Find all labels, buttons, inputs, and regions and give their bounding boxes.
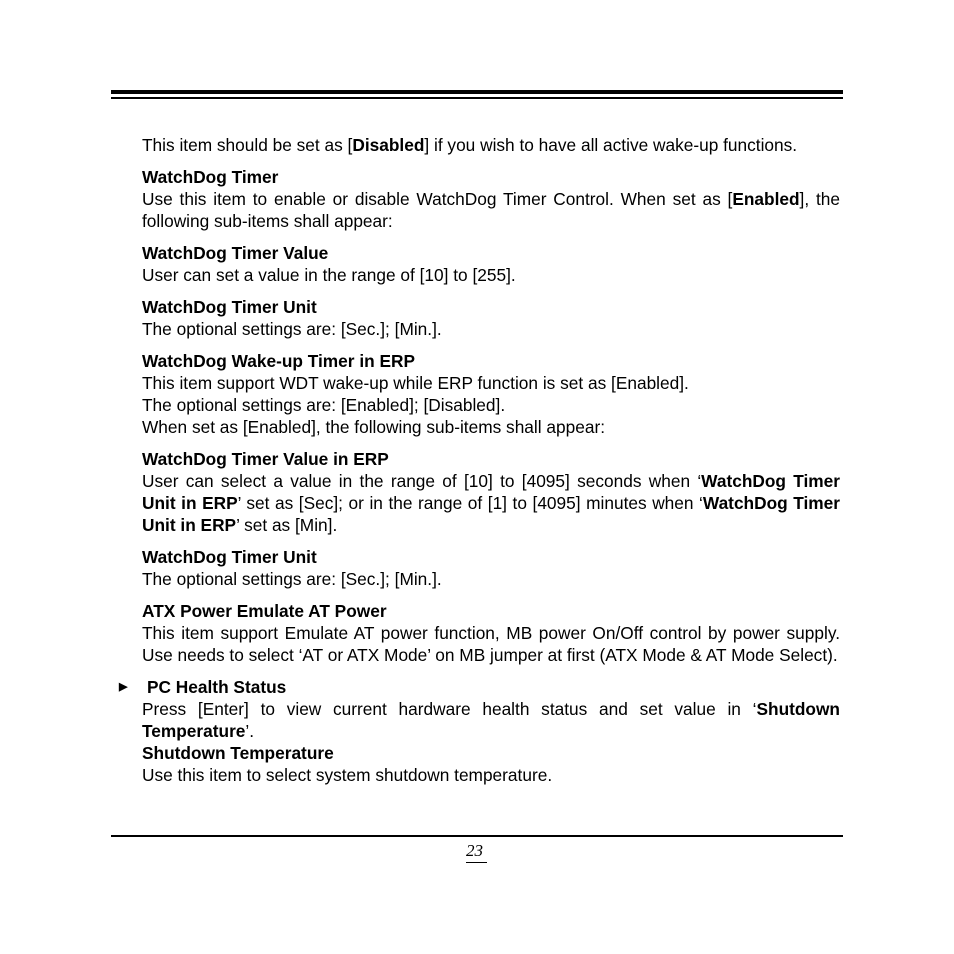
value-erp-heading: WatchDog Timer Value in ERP <box>142 449 389 469</box>
shutdown-heading: Shutdown Temperature <box>142 743 334 763</box>
intro-paragraph: This item should be set as [Disabled] if you wish to have all active wake-up functions. <box>142 135 798 155</box>
timer-unit2-heading: WatchDog Timer Unit <box>142 547 317 567</box>
triangle-right-icon: ▶ <box>119 681 128 693</box>
wakeup-erp-heading: WatchDog Wake-up Timer in ERP <box>142 351 416 371</box>
timer-unit-heading: WatchDog Timer Unit <box>142 297 317 317</box>
shutdown-text: Use this item to select system shutdown temperature. <box>142 765 553 785</box>
watchdog-timer-heading: WatchDog Timer <box>142 167 279 187</box>
header-rule-thick <box>111 90 843 94</box>
atx-text: This item support Emulate AT power function, MB power On/Off control by power supply. Use needs to select ‘AT or ATX Mode’ on MB jumper at first (ATX Mode & AT Mode Select). <box>142 623 840 665</box>
page-number-underline <box>466 862 487 863</box>
wakeup-erp-line1: This item support WDT wake-up while ERP function is set as [Enabled]. <box>142 373 689 393</box>
footer-rule <box>111 835 843 837</box>
header-rule-thin <box>111 97 843 99</box>
wakeup-erp-line3: When set as [Enabled], the following sub-items shall appear: <box>142 417 606 437</box>
timer-value-text: User can set a value in the range of [10] to [255]. <box>142 265 516 285</box>
watchdog-timer-text: Use this item to enable or disable WatchDog Timer Control. When set as [Enabled], the following sub-items shall appear: <box>142 189 840 231</box>
pc-health-text: Press [Enter] to view current hardware health status and set value in ‘Shutdown Temperature’. <box>142 699 840 741</box>
page-content <box>119 134 841 786</box>
timer-unit-text: The optional settings are: [Sec.]; [Min.]. <box>142 319 442 339</box>
atx-heading: ATX Power Emulate AT Power <box>142 601 387 621</box>
pc-health-heading: ▶ PC Health Status <box>119 677 287 697</box>
value-erp-text: User can select a value in the range of [10] to [4095] seconds when ‘WatchDog Timer Unit in ERP’ set as [Sec]; or in the range of [1] to [4095] minutes when ‘WatchDog Timer Unit in ERP’ set as [Min]. <box>142 471 841 535</box>
timer-unit2-text: The optional settings are: [Sec.]; [Min.]. <box>142 569 442 589</box>
page-number: 23 <box>466 841 483 860</box>
timer-value-heading: WatchDog Timer Value <box>142 243 329 263</box>
wakeup-erp-line2: The optional settings are: [Enabled]; [Disabled]. <box>142 395 506 415</box>
